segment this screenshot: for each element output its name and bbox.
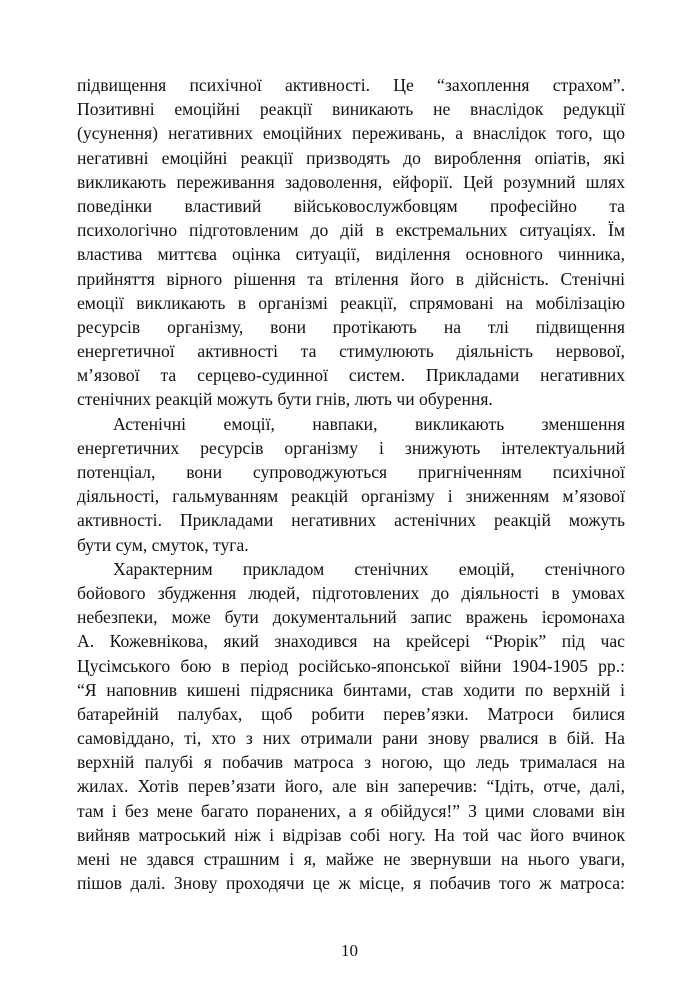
text-line: верхній палубі я побачив матроса з ногою, що ледь трималася на — [77, 752, 625, 773]
text-line: пішов далі. Знову проходячи це ж місце, я побачив того ж матроса: — [77, 873, 625, 894]
text-line: енергетичної активності та стимулюють діяльність нервової, — [77, 341, 625, 362]
text-line: діяльності, гальмуванням реакцій організму і зниженням м’язової — [77, 486, 625, 507]
text-line: поведінки властивий військовослужбовцям професійно та — [77, 195, 625, 216]
text-line: м’язової та серцево-судинної систем. Прикладами негативних — [77, 365, 625, 386]
text-line: Цусімського бою в період російсько-японської війни 1904-1905 рр.: — [77, 655, 625, 676]
text-line: жилах. Хотів перев’язати його, але він заперечив: “Ідіть, отче, далі, — [77, 776, 625, 797]
page-number: 10 — [341, 941, 358, 960]
text-line: психологічно підготовленим до дій в екстремальних ситуаціях. Їм — [77, 220, 625, 241]
text-line: самовіддано, ті, хто з них отримали рани знову рвалися в бій. На — [77, 728, 625, 749]
text-line: вийняв матроський ніж і відрізав собі ногу. На той час його вчинок — [77, 824, 625, 845]
text-line: Позитивні емоційні реакції виникають не внаслідок редукції — [77, 99, 625, 120]
text-line: властива миттєва оцінка ситуації, виділення основного чинника, — [77, 244, 625, 265]
text-line: ресурсів організму, вони протікають на тлі підвищення — [77, 316, 625, 337]
text-line: емоції викликають в організмі реакції, спрямовані на мобілізацію — [77, 292, 625, 313]
text-line: енергетичних ресурсів організму і знижують інтелектуальний — [77, 437, 625, 458]
text-line: викликають переживання задоволення, ейфорії. Цей розумний шлях — [77, 171, 625, 192]
text-line: Астенічні емоції, навпаки, викликають зменшення — [113, 413, 625, 434]
text-line: небезпеки, може бути документальний запис вражень ієромонаха — [77, 607, 625, 628]
text-line: негативні емоційні реакції призводять до вироблення опіатів, які — [77, 147, 625, 168]
text-line: (усунення) негативних емоційних переживань, а внаслідок того, що — [77, 123, 625, 144]
text-line: прийняття вірного рішення та втілення його в дійсність. Стенічні — [77, 268, 625, 289]
text-line: бойового збудження людей, підготовлених до діяльності в умовах — [77, 582, 625, 603]
text-line: “Я наповнив кишені підрясника бинтами, став ходити по верхній і — [77, 679, 625, 700]
text-line: підвищення психічної активності. Це “захоплення страхом”. — [77, 75, 625, 95]
text-line: бути сум, смуток, туга. — [77, 534, 249, 555]
text-line: батарейній палубах, щоб робити перев’язки. Матроси билися — [77, 703, 625, 724]
text-line: активності. Прикладами негативних астенічних реакцій можуть — [77, 510, 625, 531]
text-line: потенціал, вони супроводжуються пригніченням психічної — [77, 462, 625, 482]
text-line: там і без мене багато поранених, а я обійдуся!” З цими словами він — [77, 800, 625, 821]
text-line: мені не здався страшним і я, майже не звернувши на нього уваги, — [77, 849, 625, 869]
text-line: стенічних реакцій можуть бути гнів, лють чи обурення. — [77, 389, 493, 410]
text-line: Характерним прикладом стенічних емоцій, стенічного — [113, 558, 625, 579]
body-text — [77, 73, 625, 895]
text-line: А. Кожевнікова, який знаходився на крейсері “Рюрік” під час — [77, 631, 625, 652]
